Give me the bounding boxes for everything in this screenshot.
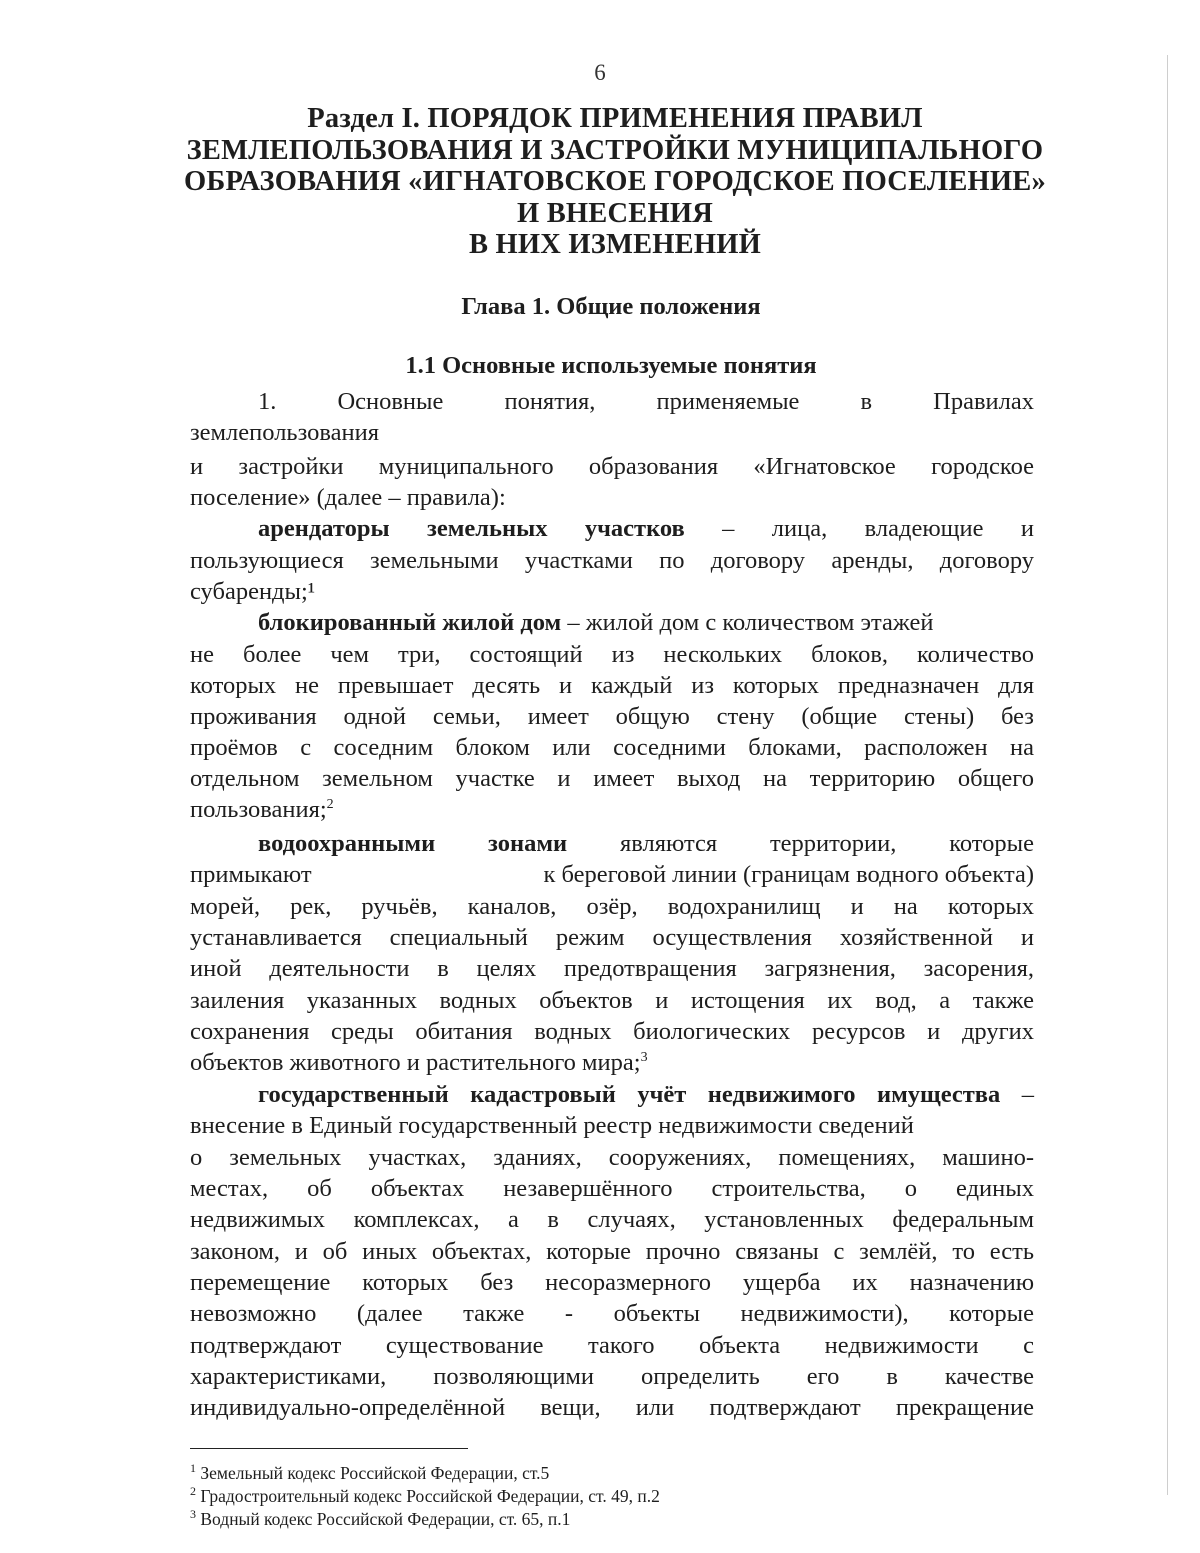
footnote-ref: 3 [640,1049,648,1065]
section-title-line: ЗЕМЛЕПОЛЬЗОВАНИЯ И ЗАСТРОЙКИ МУНИЦИПАЛЬНОГО [186,134,1044,166]
section-title-line: ОБРАЗОВАНИЯ «ИГНАТОВСКОЕ ГОРОДСКОЕ ПОСЕЛЕНИЕ» [184,166,1046,197]
text-line: не более чем три, состоящий из нескольких блоков, количество [190,641,1034,668]
intro-line: и застройки муниципального образования «Игнатовское городское [190,453,1034,480]
definition-blocked-house: блокированный жилой дом – жилой дом с количеством этажей [258,609,934,636]
text-line: индивидуально-определённой вещи, или подтверждают прекращение [190,1394,1034,1421]
text-line: заиления указанных водных объектов и истощения их вод, а также [190,987,1034,1014]
page-number: 6 [594,60,606,85]
text-line: объектов животного и растительного мира;$^3$ [190,1049,648,1076]
footnote-ref: 2 [326,796,334,812]
definition-term: арендаторы земельных участков [258,515,685,542]
text-line: перемещение которых без несоразмерного ущерба их назначению [190,1269,1034,1296]
text-line: недвижимых комплексах, а в случаях, установленных федеральным [190,1206,1034,1233]
text-line: проживания одной семьи, имеет общую стену (общие стены) без [190,703,1034,730]
text-line: иной деятельности в целях предотвращения загрязнения, засорения, [190,955,1034,982]
intro-marker: 1. [258,388,277,415]
definition-term: блокированный жилой дом [258,609,562,636]
text-line: законом, и об иных объектах, которые прочно связаны с землёй, то есть [190,1238,1034,1265]
definition-cadastral: государственный кадастровый учёт недвижимого имущества – [258,1081,1034,1108]
text-line: устанавливается специальный режим осуществления хозяйственной и [190,924,1034,951]
section-title-line: В НИХ ИЗМЕНЕНИЙ [469,229,761,260]
text-line: отдельном земельном участке и имеет выход на территорию общего [190,765,1034,792]
intro-line: землепользования [190,419,379,446]
subsection-title: 1.1 Основные используемые понятия [405,352,817,379]
text-line: о земельных участках, зданиях, сооружениях, помещениях, машино- [190,1144,1034,1171]
footnote: $^3$ Водный кодекс Российской Федерации, ст. 65, п.1 [190,1507,571,1529]
footnote: $^2$ Градостроительный кодекс Российской Федерации, ст. 49, п.2 [190,1484,660,1506]
section-title [150,103,1080,261]
text-line: морей, рек, ручьёв, каналов, озёр, водохранилищ и на которых [190,893,1034,920]
intro-line: поселение» (далее – правила): [190,484,506,511]
text-line: подтверждают существование такого объекта недвижимости с [190,1332,1034,1359]
text-line: местах, об объектах незавершённого строительства, о единых [190,1175,1034,1202]
text-line: проёмов с соседним блоком или соседними блоками, расположен на [190,734,1034,761]
text-line: субаренды;¹ [190,578,316,605]
text-line: характеристиками, позволяющими определить его в качестве [190,1363,1034,1390]
definition-lessees: арендаторы земельных участков – лица, владеющие и [258,515,1034,542]
definition-term: водоохранными [258,830,436,857]
intro-line: 1. Основные понятия, применяемые в Правилах [258,388,1034,415]
definition-water-zones: водоохранными зонами являются территории, которые [258,830,1035,857]
definition-term: зонами [488,830,568,857]
text-line: примыкают к береговой линии (границам водного объекта) [190,861,1034,888]
definition-term: государственный кадастровый учёт недвижимого имущества [258,1081,1001,1108]
scan-edge-line [1167,55,1168,1495]
text-line: которых не превышает десять и каждый из которых предназначен для [190,672,1034,699]
section-title-line: Раздел I. ПОРЯДОК ПРИМЕНЕНИЯ ПРАВИЛ [307,103,923,134]
text-line: пользующиеся земельными участками по договору аренды, договору [190,547,1034,574]
section-title-line: И ВНЕСЕНИЯ [517,197,713,229]
text-line: пользования;$^2$ [190,796,334,823]
text-line: невозможно (далее также - объекты недвижимости), которые [190,1300,1034,1327]
chapter-title: Глава 1. Общие положения [461,293,761,320]
footnote: $^1$ Земельный кодекс Российской Федерации, ст.5 [190,1461,550,1483]
text-line: внесение в Единый государственный реестр недвижимости сведений [190,1112,914,1139]
footnote-separator [190,1448,468,1449]
text-line: сохранения среды обитания водных биологических ресурсов и других [190,1018,1034,1045]
